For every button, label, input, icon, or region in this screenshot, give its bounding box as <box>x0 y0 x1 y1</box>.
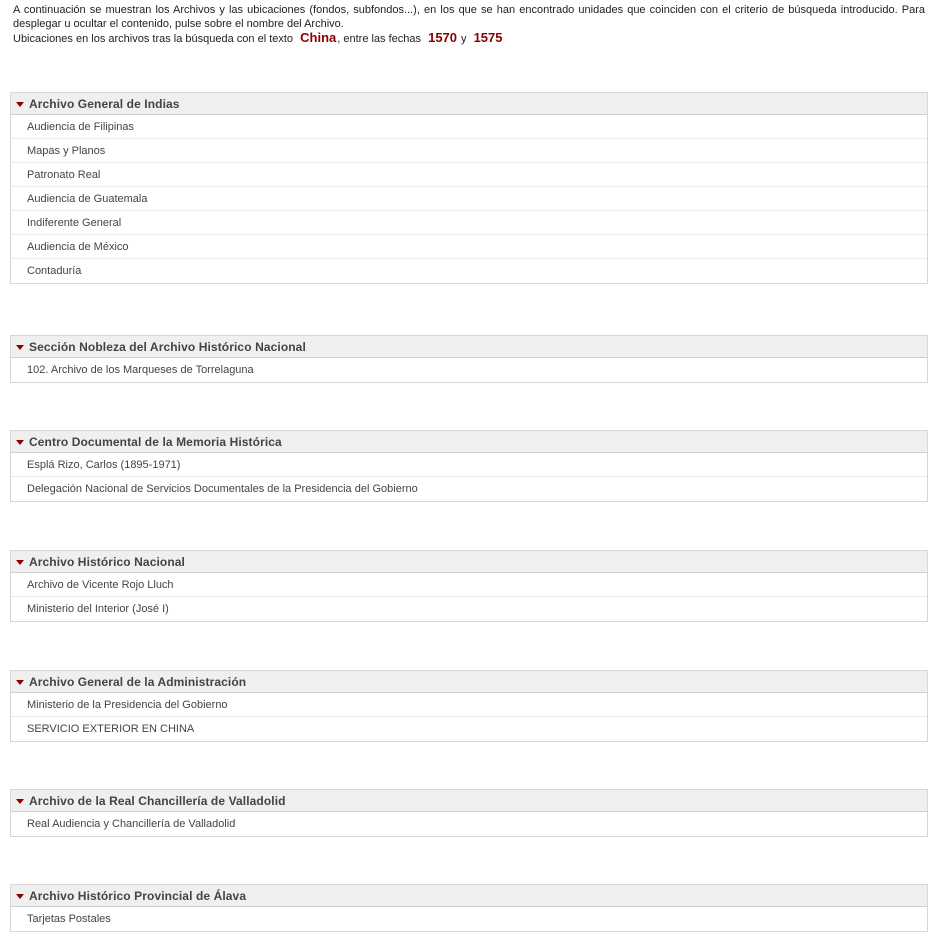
intro-text <box>13 3 925 46</box>
archive-header-toggle[interactable] <box>11 336 927 358</box>
location-item[interactable]: Delegación Nacional de Servicios Documentales de la Presidencia del Gobierno <box>27 483 418 495</box>
archive-header-toggle[interactable] <box>11 431 927 453</box>
collapse-triangle-icon <box>16 680 24 685</box>
location-item[interactable]: Tarjetas Postales <box>27 913 111 925</box>
archive-title: Archivo Histórico Provincial de Álava <box>29 888 247 903</box>
archive-panel <box>10 789 928 837</box>
archive-title: Archivo General de la Administración <box>29 674 247 689</box>
date-to: 1575 <box>473 30 503 45</box>
location-item[interactable]: Audiencia de Filipinas <box>11 115 927 139</box>
location-list <box>11 115 927 283</box>
location-item[interactable]: Archivo de Vicente Rojo Lluch <box>11 573 927 597</box>
location-item[interactable]: 102. Archivo de los Marqueses de Torrelaguna <box>27 364 254 376</box>
archive-panel <box>10 335 928 383</box>
location-item[interactable]: Ministerio de la Presidencia del Gobierno <box>11 693 927 717</box>
archive-panel <box>10 92 928 284</box>
location-list <box>11 693 927 741</box>
search-summary-prefix: Ubicaciones en los archivos tras la búsqueda con el texto <box>13 33 294 45</box>
location-list <box>11 453 927 501</box>
archive-title: Archivo General de Indias <box>29 96 180 111</box>
location-item[interactable]: Real Audiencia y Chancillería de Valladolid <box>27 818 236 830</box>
collapse-triangle-icon <box>16 894 24 899</box>
archive-title: Archivo de la Real Chancillería de Valladolid <box>29 793 286 808</box>
search-term: China <box>300 30 337 45</box>
location-item[interactable]: Audiencia de México <box>11 235 927 259</box>
location-item[interactable]: Indiferente General <box>11 211 927 235</box>
location-item[interactable]: Audiencia de Guatemala <box>11 187 927 211</box>
archive-header-toggle[interactable] <box>11 671 927 693</box>
archive-header-toggle[interactable] <box>11 93 927 115</box>
location-list <box>11 358 927 382</box>
intro-description: A continuación se muestran los Archivos y las ubicaciones (fondos, subfondos...), en los que se han encontrado unidades que coinciden con el criterio de búsqueda introducido. Para desplegar u ocultar el contenido, pulse sobre el nombre del Archivo. <box>13 4 925 30</box>
archive-header-toggle[interactable] <box>11 551 927 573</box>
location-item[interactable]: Patronato Real <box>11 163 927 187</box>
location-item[interactable]: Esplá Rizo, Carlos (1895-1971) <box>11 453 927 477</box>
archive-title: Sección Nobleza del Archivo Histórico Nacional <box>29 339 306 354</box>
search-summary <box>13 31 925 46</box>
collapse-triangle-icon <box>16 560 24 565</box>
location-list <box>11 907 927 931</box>
location-list <box>11 812 927 836</box>
location-item[interactable]: Mapas y Planos <box>11 139 927 163</box>
location-item[interactable]: Ministerio del Interior (José I) <box>27 603 169 615</box>
location-list <box>11 573 927 621</box>
archive-panel <box>10 884 928 932</box>
collapse-triangle-icon <box>16 345 24 350</box>
archive-header-toggle[interactable] <box>11 885 927 907</box>
location-item[interactable]: SERVICIO EXTERIOR EN CHINA <box>27 723 195 735</box>
archive-panel <box>10 430 928 502</box>
archive-panel <box>10 670 928 742</box>
date-from: 1570 <box>428 30 458 45</box>
collapse-triangle-icon <box>16 799 24 804</box>
location-item[interactable]: Contaduría <box>27 265 82 277</box>
archive-panel <box>10 550 928 622</box>
collapse-triangle-icon <box>16 102 24 107</box>
archive-header-toggle[interactable] <box>11 790 927 812</box>
collapse-triangle-icon <box>16 440 24 445</box>
date-conjunction: y <box>461 33 467 45</box>
archive-title: Centro Documental de la Memoria Histórica <box>29 434 282 449</box>
search-summary-middle: , entre las fechas <box>337 33 422 45</box>
archive-title: Archivo Histórico Nacional <box>29 554 185 569</box>
